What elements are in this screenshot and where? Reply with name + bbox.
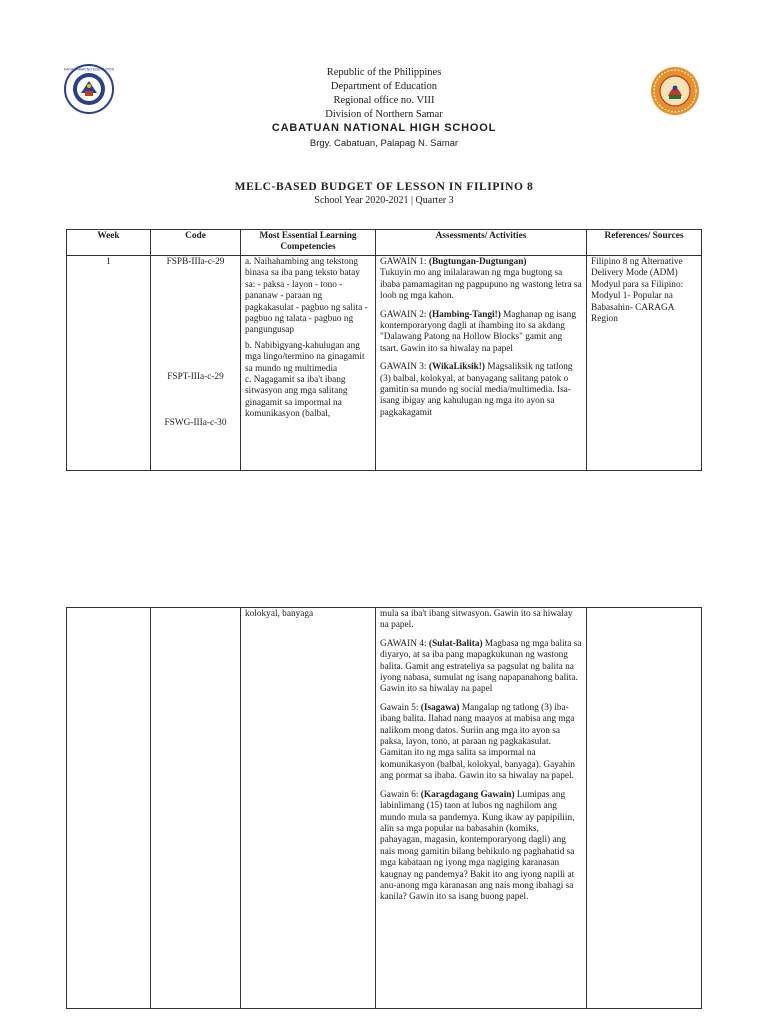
code-b: FSPT-IIIa-c-29: [167, 372, 224, 383]
activity-3: GAWAIN 3: (WikaLiksik!) Magsaliksik ng tatlong (3) balbal, kolokyal, at banyagang salitang patok o gamitin sa mundo ng social media/multimedia. Isa-isang ibigay ang kahulugan ng mga ito ayon sa pagkakagamit: [380, 362, 573, 418]
code-c: FSWG-IIIa-c-30: [164, 417, 227, 428]
deped-seal-text: KAGAWARAN NG EDUKASYON: [64, 67, 114, 72]
competency-c: c. Nagagamit sa iba't ibang sitwasyon ang mga salitang ginagamit sa impormal na komunikasyon (balbal,: [245, 375, 348, 420]
activities-cell-cont: [376, 608, 587, 1009]
budget-table-page2: [66, 607, 702, 1009]
header-line-republic: Republic of the Philippines: [326, 67, 442, 78]
header-line-region: Regional office no. VIII: [333, 95, 435, 106]
document-subtitle: School Year 2020-2021 | Quarter 3: [314, 195, 454, 206]
code-cell-cont: [151, 608, 241, 1009]
activity-3-cont: mula sa iba't ibang sitwasyon. Gawin ito sa hiwalay na papel.: [380, 609, 573, 631]
references-cell-cont: [587, 608, 702, 1009]
activity-6: Gawain 6: (Karagdagang Gawain) Lumipas ang labinlimang (15) taon at lubos ng naghilom ang mundo mula sa pandemya. Kung ikaw ay papipiliin, alin sa mga popular na babasahin (komiks, pahayagan, magasin, kontemporaryong dagli) ang nais mong gamitin bilang behikulo ng paghahatid sa mga kabataan ng iyong mga nagiging karanasan kaugnay ng pandemya? Bakit ito ang iyong napili at anu-anong mga karanasan ang nais mong ibahagi sa kanila? Gawin ito sa isang buong papel.: [380, 789, 575, 903]
header-line-department: Department of Education: [330, 81, 438, 92]
table-row: [67, 256, 702, 471]
budget-table-page1: [66, 229, 702, 471]
competencies-cell: [241, 256, 376, 471]
header-line-division: Division of Northern Samar: [325, 109, 443, 120]
document-title: MELC-BASED BUDGET OF LESSON IN FILIPINO 8: [234, 181, 534, 193]
school-address: Brgy. Cabatuan, Palapag N. Samar: [309, 138, 459, 149]
header-references: References/ Sources: [587, 230, 702, 256]
competency-a: a. Naihahambing ang tekstong binasa sa iba pang teksto batay sa: - paksa - layon - tono - pananaw - paraan ng pagkakasulat - pagbuo ng salita - pagbuo ng talata - pagbuo ng pangungusap: [245, 257, 368, 336]
header-code: Code: [151, 230, 241, 256]
school-name: CABATUAN NATIONAL HIGH SCHOOL: [271, 122, 497, 134]
activities-cell: [376, 256, 587, 471]
week-cell: 1: [67, 256, 151, 471]
table-row: [67, 608, 702, 1009]
references-cell: Filipino 8 ng Alternative Delivery Mode (ADM) Modyul para sa Filipino: Modyul 1- Popular na Babasahin- CARAGA Region: [587, 256, 702, 471]
competency-b: b. Nabibigyang-kahulugan ang mga lingo/termino na ginagamit sa mundo ng multimedia: [245, 340, 365, 374]
activity-2: GAWAIN 2: (Hambing-Tangi!) Maghanap ng isang kontemporaryong dagli at ihambing ito sa akdang "Dalawang Patong na Hollow Blocks" gamit ang tsart. Gawin ito sa hiwalay na papel: [380, 309, 576, 354]
activity-4: GAWAIN 4: (Sulat-Balita) Magbasa ng mga balita sa diyaryo, at sa iba pang mapagkukunan ng wastong balita. Gamit ang estrateliya sa pagsulat ng balita na iyong nabasa, sumulat ng isang napapanahong balita. Gawin ito sa hiwalay na papel: [380, 638, 582, 695]
header-activities: Assessments/ Activities: [376, 230, 587, 256]
code-a: FSPB-IIIa-c-29: [166, 257, 225, 267]
competencies-cell-cont: kolokyal, banyaga: [241, 608, 376, 1009]
header-week: Week: [67, 230, 151, 256]
code-cell: [151, 256, 241, 471]
activity-5: Gawain 5: (Isagawa) Mangalap ng tatlong (3) iba-ibang balita. Ilahad nang maayos at mabisa ang mga nalikom mong datos. Suriin ang mga ito ayon sa paksa, layon, tono, at paraan ng pagkakasulat. Gamitan ito ng mga salita sa impormal na komunikasyon (balbal, kolokyal, banyaga). Gayahin ang pormat sa ibaba. Gawin ito sa hiwalay na papel.: [380, 702, 575, 782]
week-cell-cont: [67, 608, 151, 1009]
table-header-row: [67, 230, 702, 256]
activity-1: GAWAIN 1: (Bugtungan-Dugtungan) Tukuyin mo ang inilalarawan ng mga bugtong sa ibaba pamamagitan ng pagpupuno ng wastong letra sa loob ng mga kahon.: [380, 257, 582, 302]
header-competencies: Most Essential Learning Competencies: [241, 230, 376, 256]
